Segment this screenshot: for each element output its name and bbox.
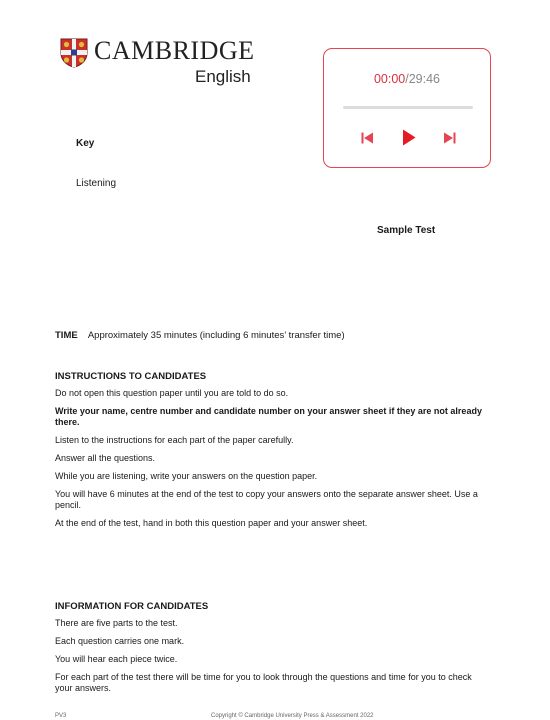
- information-item: You will hear each piece twice.: [55, 654, 178, 664]
- information-title: INFORMATION FOR CANDIDATES: [55, 601, 209, 612]
- footer-copyright: Copyright © Cambridge University Press & Assessment 2022: [211, 713, 374, 719]
- cambridge-logo: [60, 36, 260, 90]
- instruction-item: At the end of the test, hand in both this question paper and your answer sheet.: [55, 518, 368, 528]
- instruction-item: Answer all the questions.: [55, 453, 156, 463]
- time-value: Approximately 35 minutes (including 6 minutes’ transfer time): [87, 330, 345, 341]
- information-item: There are five parts to the test.: [55, 618, 178, 628]
- current-time: 00:00: [373, 72, 406, 86]
- logo-wordmark: CAMBRIDGE: [94, 36, 255, 65]
- instruction-item: Do not open this question paper until you are told to do so.: [55, 388, 289, 398]
- time-label: TIME: [55, 330, 78, 341]
- audio-timer: [324, 72, 490, 86]
- key-label: Key: [76, 138, 95, 149]
- audio-player: [323, 48, 491, 168]
- time-info: [55, 330, 345, 341]
- sample-test-label: Sample Test: [377, 225, 436, 236]
- skip-back-button[interactable]: [361, 129, 373, 144]
- instruction-item: Listen to the instructions for each part of the paper carefully.: [55, 435, 294, 445]
- cambridge-shield-icon: [60, 38, 88, 68]
- skip-forward-icon: [444, 132, 456, 144]
- instruction-item: While you are listening, write your answers on the question paper.: [55, 471, 318, 481]
- instruction-item: Write your name, centre number and candidate number on your answer sheet if they are not already there.: [55, 406, 482, 427]
- skip-back-icon: [361, 132, 373, 144]
- footer-code: PV3: [55, 713, 67, 719]
- total-time: /29:46: [405, 72, 441, 86]
- information-item: For each part of the test there will be time for you to look through the questions and time for you to check your answers.: [55, 672, 472, 693]
- audio-progress-bar[interactable]: [343, 106, 473, 109]
- paper-name: Listening: [76, 178, 117, 189]
- instruction-item: You will have 6 minutes at the end of the test to copy your answers onto the separate answer sheet. Use a pencil.: [55, 489, 478, 510]
- logo-subtitle: English: [195, 67, 251, 86]
- skip-forward-button[interactable]: [444, 129, 456, 144]
- audio-controls: [324, 129, 490, 147]
- instructions-section: [55, 371, 485, 536]
- instructions-title: INSTRUCTIONS TO CANDIDATES: [55, 371, 207, 382]
- play-button[interactable]: [402, 129, 416, 146]
- information-item: Each question carries one mark.: [55, 636, 185, 646]
- play-icon: [402, 129, 416, 146]
- information-section: [55, 601, 485, 701]
